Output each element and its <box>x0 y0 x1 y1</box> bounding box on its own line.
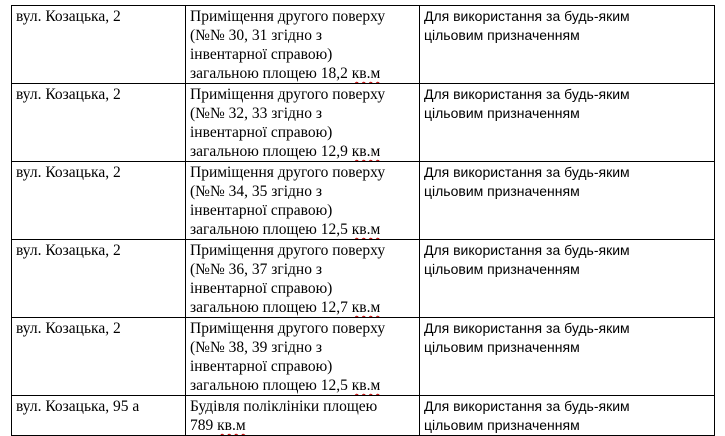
address-text: вул. Козацька, 2 <box>16 320 121 337</box>
description-line: інвентарної справою) <box>190 202 333 219</box>
area-unit: кв.м <box>217 417 246 434</box>
description-line: інвентарної справою) <box>190 46 333 63</box>
description-line: (№№ 32, 33 згідно з <box>190 105 322 122</box>
area-unit: кв.м <box>351 377 381 394</box>
usage-line: цільовим призначенням <box>424 27 580 43</box>
usage-line: цільовим призначенням <box>424 339 580 355</box>
description-cell <box>186 318 420 396</box>
description-line: (№№ 34, 35 згідно з <box>190 183 322 200</box>
area-unit: кв.м <box>351 143 381 160</box>
usage-line: Для використання за будь-яким <box>424 164 630 180</box>
usage-line: цільовим призначенням <box>424 105 580 121</box>
usage-line: Для використання за будь-яким <box>424 320 630 336</box>
address-text: вул. Козацька, 2 <box>16 86 121 103</box>
usage-line: Для використання за будь-яким <box>424 86 630 102</box>
address-cell <box>12 84 186 162</box>
area-unit: кв.м <box>351 221 381 238</box>
table-row <box>12 318 715 396</box>
usage-line: Для використання за будь-яким <box>424 8 630 24</box>
usage-cell <box>420 318 715 396</box>
usage-line: цільовим призначенням <box>424 261 580 277</box>
usage-line: цільовим призначенням <box>424 417 580 433</box>
description-line: загальною площею 18,2 <box>190 65 352 82</box>
usage-cell <box>420 240 715 318</box>
table-row <box>12 240 715 318</box>
usage-line: Для використання за будь-яким <box>424 242 630 258</box>
description-line: загальною площею 12,5 <box>190 377 352 394</box>
description-cell <box>186 6 420 84</box>
description-line: Приміщення другого поверху <box>190 164 386 181</box>
description-line: інвентарної справою) <box>190 280 333 297</box>
usage-cell <box>420 84 715 162</box>
table-row <box>12 6 715 84</box>
address-cell <box>12 318 186 396</box>
table-row <box>12 84 715 162</box>
description-cell <box>186 240 420 318</box>
area-unit: кв.м <box>351 65 381 82</box>
description-line: загальною площею 12,5 <box>190 221 352 238</box>
address-cell <box>12 396 186 436</box>
address-text: вул. Козацька, 95 а <box>16 398 140 415</box>
description-line: загальною площею 12,9 <box>190 143 352 160</box>
description-line: (№№ 30, 31 згідно з <box>190 27 322 44</box>
premises-table <box>11 5 715 436</box>
description-cell <box>186 162 420 240</box>
address-cell <box>12 6 186 84</box>
description-line: Будівля поліклініки площею <box>190 398 378 415</box>
description-line: Приміщення другого поверху <box>190 320 386 337</box>
description-line: (№№ 38, 39 згідно з <box>190 339 322 356</box>
description-line: інвентарної справою) <box>190 358 333 375</box>
table-row <box>12 162 715 240</box>
usage-cell <box>420 6 715 84</box>
usage-line: цільовим призначенням <box>424 183 580 199</box>
description-line: інвентарної справою) <box>190 124 333 141</box>
description-cell <box>186 84 420 162</box>
description-line: Приміщення другого поверху <box>190 242 386 259</box>
usage-line: Для використання за будь-яким <box>424 398 630 414</box>
description-cell <box>186 396 420 436</box>
usage-cell <box>420 162 715 240</box>
address-text: вул. Козацька, 2 <box>16 8 121 25</box>
description-line: загальною площею 12,7 <box>190 299 352 316</box>
address-text: вул. Козацька, 2 <box>16 164 121 181</box>
address-cell <box>12 240 186 318</box>
usage-cell <box>420 396 715 436</box>
address-cell <box>12 162 186 240</box>
description-line: (№№ 36, 37 згідно з <box>190 261 322 278</box>
address-text: вул. Козацька, 2 <box>16 242 121 259</box>
area-unit: кв.м <box>351 299 381 316</box>
description-line: Приміщення другого поверху <box>190 8 386 25</box>
table-row <box>12 396 715 436</box>
description-line: 789 <box>190 417 218 434</box>
description-line: Приміщення другого поверху <box>190 86 386 103</box>
